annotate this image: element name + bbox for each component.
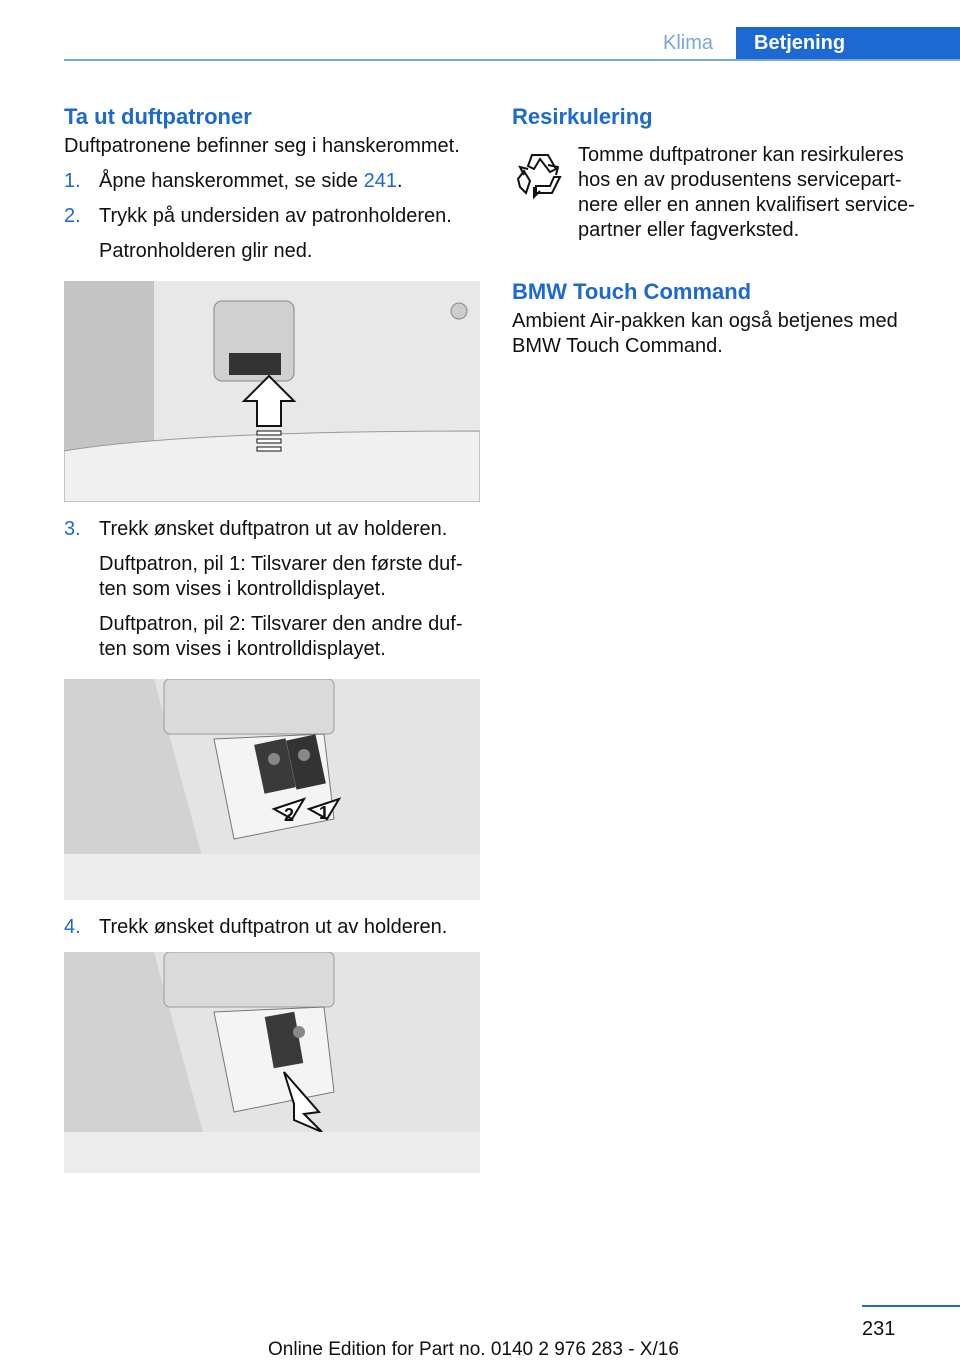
step-number: 4. bbox=[64, 916, 81, 938]
photo-pull-cartridge bbox=[64, 952, 480, 1173]
step-number: 3. bbox=[64, 518, 81, 540]
page-link-241[interactable]: 241 bbox=[363, 170, 397, 192]
tab-klima[interactable]: Klima bbox=[662, 32, 713, 54]
step-number: 1. bbox=[64, 170, 81, 192]
step-2-result: Patronholderen glir ned. bbox=[99, 240, 313, 262]
step-3-note-2: Duftpatron, pil 2: Tilsvarer den andre duf‐ ten som vises i kontrolldisplayet. bbox=[99, 613, 463, 660]
heading-remove-cartridges: Ta ut duftpatroner bbox=[64, 104, 252, 129]
step-4 bbox=[64, 915, 482, 940]
recycle-text: Tomme duftpatroner kan resirkuleres hos en av produsentens servicepart‐ nere eller en annen kvalifisert service‐ partner eller fagverksted. bbox=[578, 144, 915, 241]
right-column bbox=[512, 104, 932, 359]
step-2 bbox=[64, 204, 482, 229]
photo-cartridge-arrows bbox=[64, 679, 480, 900]
step-number: 2. bbox=[64, 205, 81, 227]
intro-text: Duftpatronene befinner seg i hanskerommet. bbox=[64, 135, 460, 157]
page-number: 231 bbox=[862, 1318, 896, 1340]
step-text: Trykk på undersiden av patronholderen. bbox=[99, 205, 452, 227]
footer-rule bbox=[862, 1305, 960, 1307]
tab-betjening[interactable]: Betjening bbox=[736, 27, 960, 59]
recycle-note bbox=[512, 143, 932, 243]
heading-touch-command: BMW Touch Command bbox=[512, 279, 752, 304]
arrow-label-2: 2 bbox=[284, 805, 295, 825]
edition-footer: Online Edition for Part no. 0140 2 976 283 - X/16 bbox=[268, 1339, 679, 1360]
step-text: Trekk ønsket duftpatron ut av holderen. bbox=[99, 916, 448, 938]
step-3 bbox=[64, 517, 482, 542]
step-text: Åpne hanskerommet, se side bbox=[99, 170, 364, 192]
heading-recycling: Resirkulering bbox=[512, 104, 653, 129]
left-column bbox=[64, 104, 482, 1173]
step-1 bbox=[64, 169, 482, 194]
arrow-label-1: 1 bbox=[319, 803, 330, 823]
step-text: Trekk ønsket duftpatron ut av holderen. bbox=[99, 518, 448, 540]
step-3-note-1: Duftpatron, pil 1: Tilsvarer den første duf‐ ten som vises i kontrolldisplayet. bbox=[99, 553, 463, 600]
step-text-tail: . bbox=[396, 170, 403, 192]
photo-cartridge-holder bbox=[64, 281, 480, 502]
header-rule bbox=[64, 59, 960, 61]
touch-command-text: Ambient Air-pakken kan også betjenes med BMW Touch Command. bbox=[512, 310, 898, 357]
recycle-icon bbox=[512, 147, 568, 203]
